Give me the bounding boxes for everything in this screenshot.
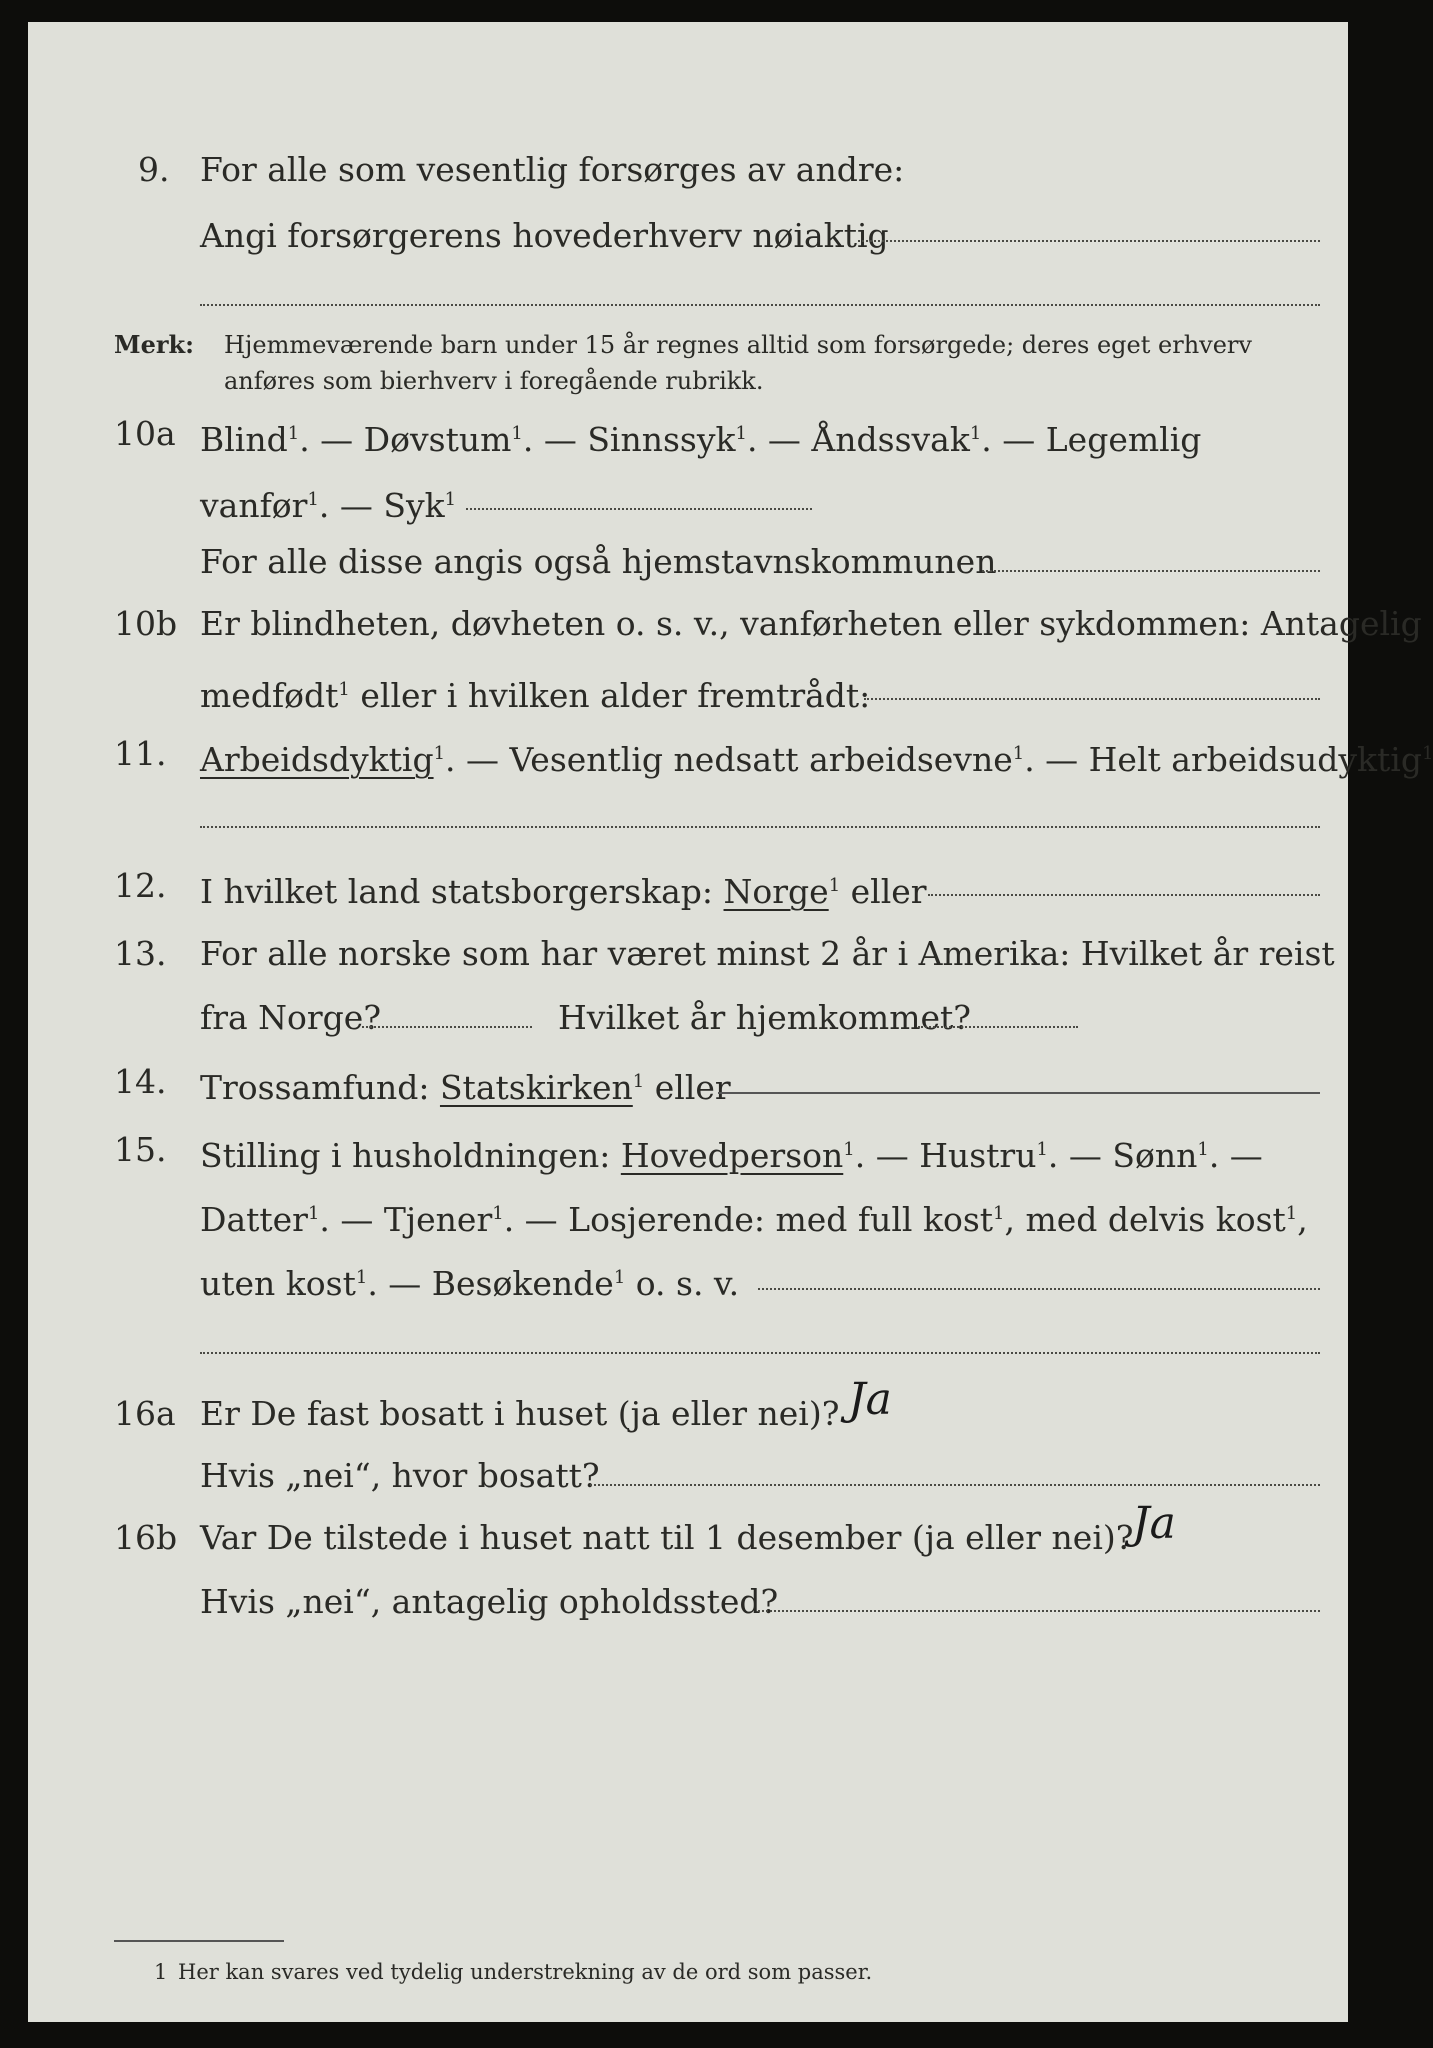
- q12-underlined-answer: Norge: [723, 872, 829, 911]
- census-form-sheet: [28, 22, 1433, 2022]
- q16b-answer-line[interactable]: [758, 1610, 1320, 1612]
- q9-line1: For alle som vesentlig forsørges av andre:: [200, 150, 905, 189]
- q16b-line1: Var De tilstede i huset natt til 1 desember (ja eller nei)?: [200, 1518, 1134, 1557]
- q11-underlined-answer: Arbeidsdyktig: [200, 740, 434, 779]
- footnote-mark: 1: [154, 1960, 168, 1984]
- q16a-number: 16a: [114, 1394, 176, 1433]
- q10a-line3: For alle disse angis også hjemstavnskommunen: [200, 542, 997, 581]
- q15-underlined-answer: Hovedperson: [620, 1136, 844, 1175]
- q10a-number: 10a: [114, 414, 176, 453]
- q16a-line2: Hvis „nei“, hvor bosatt?: [200, 1456, 600, 1495]
- q16a-handwritten-answer: Ja: [848, 1374, 892, 1425]
- footnote-separator: [114, 1940, 284, 1942]
- q10a-line2: vanfør$^1$. — Syk$^1$: [200, 486, 457, 525]
- q14-underlined-answer: Statskirken: [439, 1068, 633, 1107]
- q13-hjemkommet-line[interactable]: [918, 1026, 1078, 1028]
- q12-line: I hvilket land statsborgerskap: Norge$^1$ eller: [200, 872, 927, 911]
- q13-number: 13.: [114, 934, 167, 973]
- merk-label: Merk:: [114, 330, 194, 359]
- q10b-line2: medfødt$^1$ eller i hvilken alder fremtrådt:: [200, 676, 871, 715]
- q16a-answer-line[interactable]: [590, 1484, 1320, 1486]
- q9-answer-line-2[interactable]: [200, 304, 1320, 306]
- merk-line2: anføres som bierhverv i foregående rubrikk.: [224, 367, 764, 395]
- merk-line1: Hjemmeværende barn under 15 år regnes alltid som forsørgede; deres eget erhverv: [224, 331, 1252, 359]
- q9-answer-line[interactable]: [858, 240, 1320, 242]
- q12-answer-line[interactable]: [928, 894, 1320, 896]
- q14-answer-line[interactable]: [718, 1092, 1320, 1094]
- q9-line2: Angi forsørgerens hovederhverv nøiaktig: [200, 216, 889, 255]
- q10a-hjemstavn-line[interactable]: [982, 570, 1320, 572]
- q15-answer-line-2[interactable]: [200, 1352, 1320, 1354]
- q11-answer-line[interactable]: [200, 826, 1320, 828]
- q13-line2a: fra Norge?: [200, 998, 382, 1037]
- q15-answer-line[interactable]: [758, 1288, 1320, 1290]
- q16b-line2: Hvis „nei“, antagelig opholdssted?: [200, 1582, 779, 1621]
- q14-line: Trossamfund: Statskirken$^1$ eller: [200, 1068, 731, 1107]
- q13-line2b: Hvilket år hjemkommet?: [558, 998, 971, 1037]
- q13-line1: For alle norske som har været minst 2 år i Amerika: Hvilket år reist: [200, 934, 1335, 973]
- q11-line: Arbeidsdyktig$^1$. — Vesentlig nedsatt arbeidsevne$^1$. — Helt arbeidsudyktig$^1$: [200, 740, 1433, 779]
- q11-number: 11.: [114, 734, 167, 773]
- q13-reist-line[interactable]: [362, 1026, 532, 1028]
- q10b-answer-line[interactable]: [864, 698, 1320, 700]
- q15-line3: uten kost$^1$. — Besøkende$^1$ o. s. v.: [200, 1264, 740, 1303]
- footnote-text: Her kan svares ved tydelig understrekning av de ord som passer.: [178, 1960, 873, 1984]
- q15-line1: Stilling i husholdningen: Hovedperson$^1$. — Hustru$^1$. — Sønn$^1$. —: [200, 1136, 1263, 1175]
- q10a-line1: Blind$^1$. — Døvstum$^1$. — Sinnssyk$^1$. — Åndssvak$^1$. — Legemlig: [200, 420, 1202, 459]
- q15-number: 15.: [114, 1130, 167, 1169]
- q10a-answer-line[interactable]: [466, 508, 812, 510]
- q10b-number: 10b: [114, 604, 178, 643]
- q16b-handwritten-answer: Ja: [1132, 1498, 1176, 1549]
- q14-number: 14.: [114, 1062, 167, 1101]
- q15-line2: Datter$^1$. — Tjener$^1$. — Losjerende: med full kost$^1$, med delvis kost$^1$,: [200, 1200, 1308, 1239]
- q16a-line1: Er De fast bosatt i huset (ja eller nei)?: [200, 1394, 840, 1433]
- q12-number: 12.: [114, 866, 167, 905]
- q9-number: 9.: [138, 150, 170, 189]
- q10b-line1: Er blindheten, døvheten o. s. v., vanførheten eller sykdommen: Antagelig: [200, 604, 1422, 643]
- q16b-number: 16b: [114, 1518, 178, 1557]
